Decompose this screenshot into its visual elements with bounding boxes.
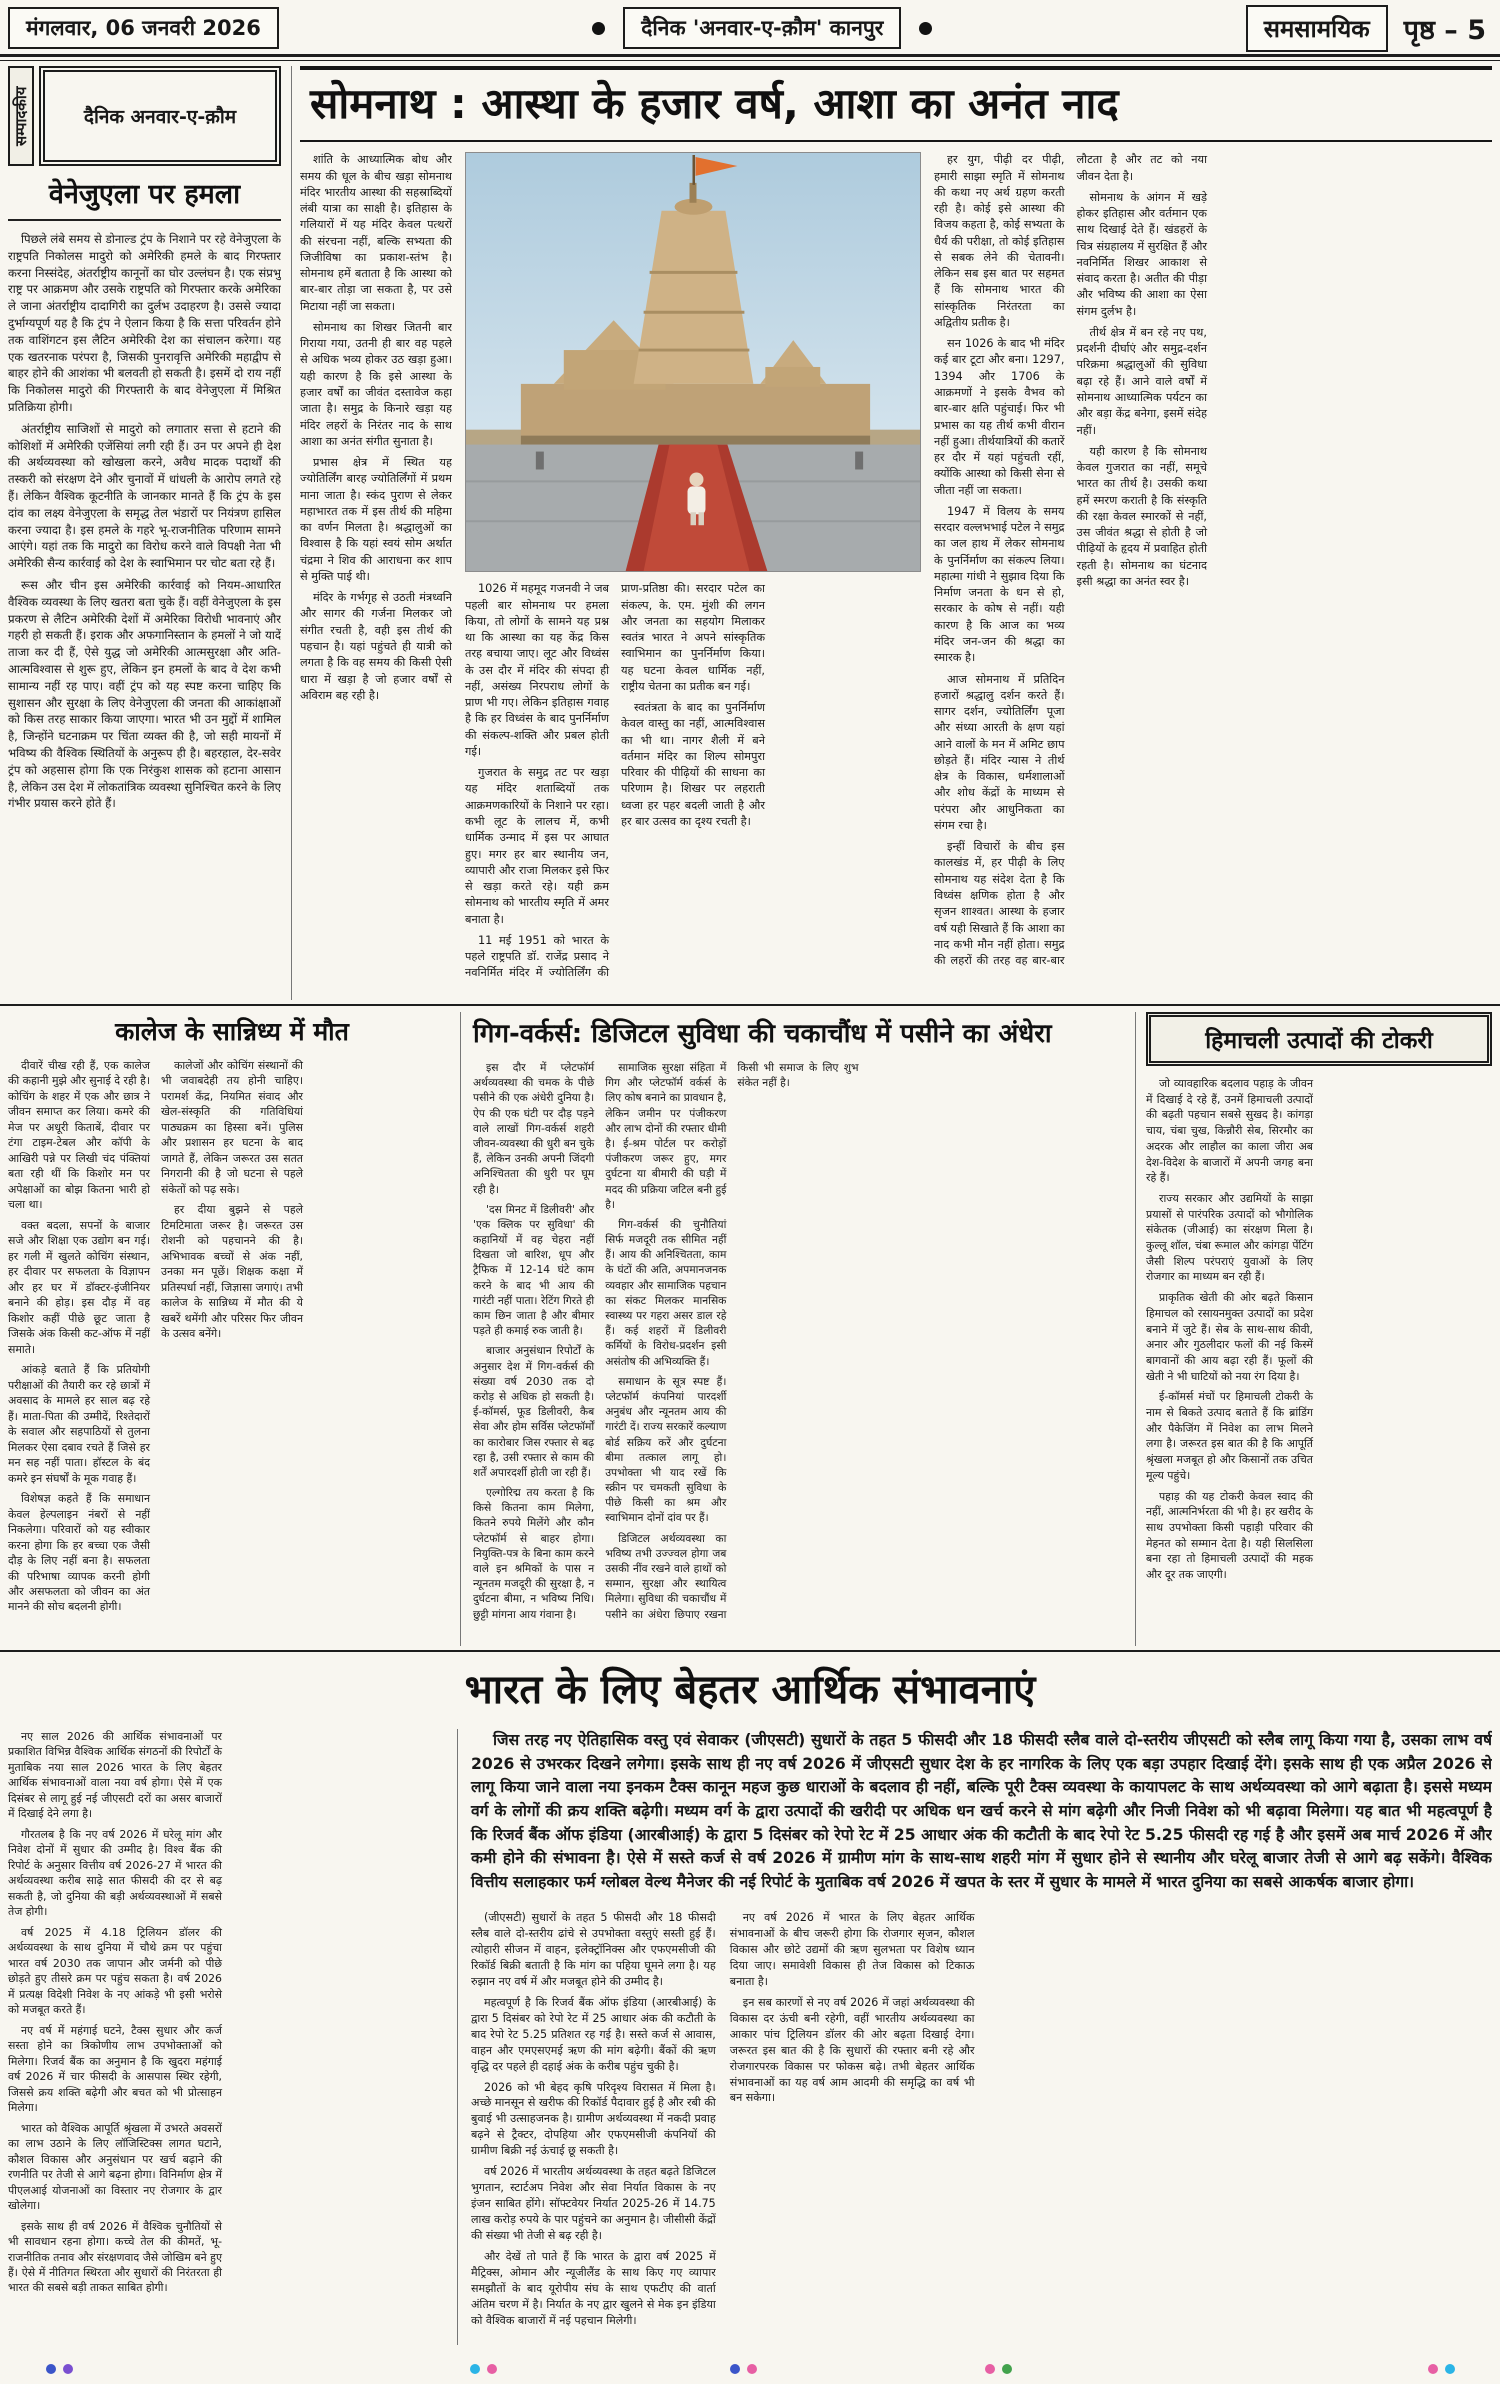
editorial-body [8,231,281,991]
registration-dot-icon [487,2364,497,2374]
registration-dot-group [470,2364,497,2374]
college-article [8,1012,456,1646]
himachal-headline: हिमाचली उत्पादों की टोकरी [1146,1012,1492,1066]
paragraph: वक्त बदला, सपनों के बाजार सजे और शिक्षा एक उद्योग बन गई। हर गली में खुलते कोचिंग संस्थान, हर दीवार पर सफलता के विज्ञापन और हर घर में डॉक्टर-इंजीनियर बनाने की होड़। इस दौड़ में वह किशोर कहीं पीछे छूट जाता है जिसके अंक किसी कट-ऑफ में नहीं समाते। [8,1218,150,1356]
registration-dot-icon [470,2364,480,2374]
date-text: मंगलवार, 06 जनवरी 2026 [26,16,261,40]
paragraph: 1026 में महमूद गजनवी ने जब पहली बार सोमनाथ पर हमला किया, तो लोगों के सामने यह प्रश्न था कि आस्था का यह केंद्र किस तरह बचाया जाए। लूट और विध्वंस के उस दौर में मंदिर की संपदा ही नहीं, असंख्य निरपराध लोगों के प्राण भी गए। लेकिन इतिहास गवाह है कि हर विध्वंस के बाद पुनर्निर्माण की संकल्प-शक्ति और प्रबल होती गई। [465,582,609,758]
himachal-article [1146,1012,1492,1646]
newspaper-masthead [623,7,901,49]
paragraph: सोमनाथ के आंगन में खड़े होकर इतिहास और वर्तमान एक साथ दिखाई देते हैं। खंडहरों के चित्र संग्रहालय में सुरक्षित हैं और नवनिर्मित शिखर आकाश से संवाद करता है। अतीत की पीड़ा और भविष्य की आशा का ऐसा संगम दुर्लभ है। [1076,190,1207,318]
paragraph: (जीएसटी) सुधारों के तहत 5 फीसदी और 18 फीसदी स्लैब वाले दो-स्तरीय ढांचे से उपभोक्ता वस्तुएं सस्ती हुई हैं। त्योहारी सीजन में वाहन, इलेक्ट्रॉनिक्स और एफएमसीजी की रिकॉर्ड बिक्री बताती है कि मांग का पहिया घूमने लगा है। यह रुझान नए वर्ष में और मजबूत होने की उम्मीद है। [471,1910,716,1988]
paragraph: जो व्यावहारिक बदलाव पहाड़ के जीवन में दिखाई दे रहे हैं, उनमें हिमाचली उत्पादों की बढ़ती पहचान सबसे सुखद है। कांगड़ा चाय, चंबा चुख, किन्नौरी सेब, सिरमौर का अदरक और लाहौल का काला जीरा अब देश-विदेश के बाजारों में अपनी जगह बना रहे हैं। [1146,1077,1313,1185]
himachal-body [1146,1076,1492,1636]
paragraph: हर युग, पीढ़ी दर पीढ़ी, हमारी साझा स्मृति में सोमनाथ की कथा नए अर्थ ग्रहण करती रही है। कोई इसे आस्था की विजय कहता है, कोई सभ्यता के धैर्य की परीक्षा, तो कोई इतिहास से सबक लेने की चेतावनी। लेकिन सब इस बात पर सहमत हैं कि सोमनाथ भारत की सांस्कृतिक निरंतरता का अद्वितीय प्रतीक है। [934,153,1065,329]
paragraph: 'दस मिनट में डिलीवरी' और 'एक क्लिक पर सुविधा' की कहानियों में वह चेहरा नहीं दिखता जो बारिश, धूप और ट्रैफिक में 12-14 घंटे काम करने के बाद भी आय की गारंटी नहीं पाता। रेटिंग गिरते ही काम छिन जाता है और बीमार पड़ते ही कमाई रुक जाती है। [473,1202,595,1338]
paragraph: प्रभास क्षेत्र में स्थित यह ज्योतिर्लिंग बारह ज्योतिर्लिंगों में प्रथम माना जाता है। स्कंद पुराण से लेकर महाभारत तक में इस तीर्थ की महिमा का वर्णन मिलता है। श्रद्धालुओं का विश्वास है कि यहां स्वयं सोम अर्थात चंद्रमा ने शिव की आराधना कर शाप से मुक्ति पाई थी। [300,456,452,583]
gig-workers-body [473,1060,1123,1640]
lead-article-headline: सोमनाथ : आस्था के हजार वर्ष, आशा का अनंत नाद [300,66,1492,142]
paragraph: पिछले लंबे समय से डोनाल्ड ट्रंप के निशाने पर रहे वेनेजुएला के राष्ट्रपति निकोलस मादुरो को अमेरिकी हमले के बाद गिरफ्तार करना निस्संदेह, अंतर्राष्ट्रीय कानूनों का घोर उल्लंघन है। एक संप्रभु राष्ट्र पर आक्रमण और उसके राष्ट्रपति को गिरफ्तार करके अमेरिका ले जाना अंतर्राष्ट्रीय दादागिरी का दुर्लभ उदाहरण है। उससे ज्यादा दुर्भाग्यपूर्ण यह है कि ट्रंप ने ऐलान किया है कि सत्ता परिवर्तन होने तक वाशिंगटन इस लैटिन अमेरिकी देश का संचालन करेगा। यह एक खतरनाक परंपरा है, जिसकी पुनरावृत्ति अमेरिकी महाद्वीप से बाहर होने की आशंका भी बलवती हो सकती है। इसमें दो राय नहीं कि निकोलस मादुरो की गिरफ्तारी के बाद वेनेजुएला में मिश्रित प्रतिक्रिया होगी। [8,232,281,414]
header-divider [0,54,1500,61]
date-box [8,7,279,49]
paragraph: सोमनाथ का शिखर जितनी बार गिराया गया, उतनी ही बार वह पहले से अधिक भव्य होकर उठ खड़ा हुआ। यही कारण है कि इसे आस्था के हजार वर्षों का जीवंत दस्तावेज कहा जाता है। समुद्र के किनारे खड़ा यह मंदिर लहरों के निरंतर नाद के साथ आशा का अनंत संगीत सुनाता है। [300,320,452,448]
masthead-text: दैनिक 'अनवार-ए-क़ौम' कानपुर [641,16,884,40]
somnath-temple-photo [465,152,921,572]
college-article-headline: कालेज के सान्निध्य में मौत [115,1017,349,1046]
registration-dot-group [46,2364,73,2374]
economy-right [458,1729,1492,2345]
paragraph: सन 1026 के बाद भी मंदिर कई बार टूटा और बना। 1297, 1394 और 1706 के आक्रमणों ने इसके वैभव को बार-बार क्षति पहुंचाई। फिर भी प्रभास का यह तीर्थ कभी वीरान नहीं हुआ। तीर्थयात्रियों की कतारें हर दौर में यहां पहुंचती रहीं, क्योंकि आस्था को किसी सेना से जीता नहीं जा सकता। [934,337,1065,497]
paragraph: हर दीया बुझने से पहले टिमटिमाता जरूर है। जरूरत उस रोशनी को पहचानने की है। अभिभावक बच्चों से अंक नहीं, उनका मन पूछें। शिक्षक कक्षा में प्रतिस्पर्धा नहीं, जिज्ञासा जगाएं। तभी कालेज के सान्निध्य में मौत की ये खबरें थमेंगी और परिसर फिर जीवन के उत्सव बनेंगे। [161,1203,303,1341]
gig-workers-headline: गिग-वर्कर्स: डिजिटल सुविधा की चकाचौंध में पसीने का अंधेरा [473,1019,1052,1049]
paragraph: एल्गोरिद्म तय करता है कि किसे कितना काम मिलेगा, कितने रुपये मिलेंगे और कौन प्लेटफॉर्म से बाहर होगा। नियुक्ति-पत्र के बिना काम करने वाले इन श्रमिकों के पास न न्यूनतम मजदूरी की सुरक्षा है, न दुर्घटना बीमा, न भविष्य निधि। छुट्टी मांगना आय गंवाना है। [473,1486,595,1621]
editorial-kicker: सम्पादकीय [8,66,34,166]
editorial-masthead: दैनिक अनवार-ए-क़ौम [39,66,281,166]
print-registration-dots [0,2364,1500,2376]
paragraph: बाजार अनुसंधान रिपोर्टों के अनुसार देश में गिग-वर्कर्स की संख्या वर्ष 2030 तक दो करोड़ से अधिक हो सकती है। ई-कॉमर्स, फूड डिलीवरी, कैब सेवा और होम सर्विस प्लेटफॉर्मों का कारोबार जिस रफ्तार से बढ़ रहा है, उसी रफ्तार से काम की शर्तें अपारदर्शी होती जा रही हैं। [473,1344,595,1479]
economy-body-columns [471,1910,1492,2345]
registration-dot-group [730,2364,757,2374]
section-name-box [1246,5,1388,52]
paragraph: वर्ष 2025 में 4.18 ट्रिलियन डॉलर की अर्थव्यवस्था के साथ दुनिया में चौथे क्रम पर पहुंचा भारत वर्ष 2030 तक जापान और जर्मनी को पीछे छोड़ते हुए तीसरे क्रम पर पहुंच सकता है। वर्ष 2026 में प्रत्यक्ष विदेशी निवेश के नए आंकड़े भी इसी भरोसे को मजबूत करते हैं। [8,1925,222,2017]
economy-lede-text: जिस तरह नए ऐतिहासिक वस्तु एवं सेवाकर (जीएसटी) सुधारों के तहत 5 फीसदी और 18 फीसदी स्लैब वाले दो-स्तरीय जीएसटी को स्लैब लागू किया गया है, उसका लाभ वर्ष 2026 से उभरकर दिखने लगेगा। इसके साथ ही नए वर्ष 2026 में जीएसटी सुधार देश के हर नागरिक के लिए एक बड़ा उपहार दिखाई देंगे। इसके साथ ही एक अप्रैल 2026 से लागू किया जाने वाला नया इनकम टैक्स कानून महज कुछ धाराओं के बदलाव ही नहीं, बल्कि पूरी टैक्स व्यवस्था के कायापलट के साथ अर्थव्यवस्था को आगे बढ़ाता है। इससे मध्यम वर्ग के लोगों की क्रय शक्ति बढ़ेगी। मध्यम वर्ग के द्वारा उत्पादों की खरीदी पर अधिक धन खर्च करने से मांग बढ़ेगी और निजी निवेश को भी बढ़ावा मिलेगा। यह बात भी महत्वपूर्ण है कि रिजर्व बैंक ऑफ इंडिया (आरबीआई) के द्वारा 5 दिसंबर को रेपो रेट में 25 आधार अंक की कटौती के बाद रेपो रेट 5.25 फीसदी रह गई है और इसमें अब मार्च 2026 में और कमी होने की संभावना है। ऐसे में सस्ते कर्ज से वर्ष 2026 में ग्रामीण मांग के साथ-साथ शहरी मांग में सुधार होने से स्थानीय और घरेलू बाजार तेजी से आगे बढ़ सकेंगे। वैश्विक वित्तीय सलाहकार फर्म ग्लोबल वेल्थ मैनेजर की नई रिपोर्ट के मुताबिक वर्ष 2026 में खपत के स्तर में सुधार के मामले में भारत दुनिया का सबसे आकर्षक बाजार होगा। [471,1731,1492,1892]
editorial-header [8,66,281,166]
registration-dot-icon [1002,2364,1012,2374]
row-divider [0,1004,1500,1006]
paragraph: नए वर्ष में महंगाई घटने, टैक्स सुधार और कर्ज सस्ता होने का त्रिकोणीय लाभ उपभोक्ताओं को मिलेगा। रिजर्व बैंक का अनुमान है कि खुदरा महंगाई वर्ष 2026 में चार फीसदी के आसपास स्थिर रहेगी, जिससे क्रय शक्ति बढ़ेगी और बचत को भी प्रोत्साहन मिलेगा। [8,2023,222,2115]
paragraph: इसके साथ ही वर्ष 2026 में वैश्विक चुनौतियों से भी सावधान रहना होगा। कच्चे तेल की कीमतें, भू-राजनीतिक तनाव और संरक्षणवाद जैसे जोखिम बने हुए हैं। ऐसे में नीतिगत स्थिरता और सुधारों की निरंतरता ही भारत की सबसे बड़ी ताकत साबित होगी। [8,2219,222,2295]
paragraph: स्वतंत्रता के बाद का पुनर्निर्माण केवल वास्तु का नहीं, आत्मविश्वास का भी था। नागर शैली में बने वर्तमान मंदिर का शिल्प सोमपुरा परिवार की पीढ़ियों की साधना का परिणाम है। शिखर पर लहराती ध्वजा हर पहर बदली जाती है और हर बार उत्सव का दृश्य रचती है। [621,701,765,829]
paragraph: तीर्थ क्षेत्र में बन रहे नए पथ, प्रदर्शनी दीर्घाएं और समुद्र-दर्शन परिक्रमा श्रद्धालुओं की सुविधा बढ़ा रहे हैं। आने वाले वर्षों में सोमनाथ आध्यात्मिक पर्यटन का और बड़ा केंद्र बनेगा, इसमें संदेह नहीं। [1076,325,1207,437]
lead-article-right-columns [934,152,1492,992]
lead-article-middle [465,152,921,992]
registration-dot-icon [1428,2364,1438,2374]
registration-dot-icon [747,2364,757,2374]
lead-article [300,66,1492,1000]
paragraph: गिग-वर्कर्स की चुनौतियां सिर्फ मजदूरी तक सीमित नहीं हैं। आय की अनिश्चितता, काम के घंटों की अति, अपमानजनक व्यवहार और सामाजिक पहचान का संकट मिलकर मानसिक स्वास्थ्य पर गहरा असर डाल रहे हैं। कई शहरों में डिलीवरी कर्मियों के विरोध-प्रदर्शन इसी असंतोष की अभिव्यक्ति हैं। [605,1217,727,1368]
paragraph: ई-कॉमर्स मंचों पर हिमाचली टोकरी के नाम से बिकते उत्पाद बताते हैं कि ब्रांडिंग और पैकेजिंग में निवेश का लाभ मिलने लगा है। जरूरत इस बात की है कि आपूर्ति श्रृंखला मजबूत हो और किसानों तक उचित मूल्य पहुंचे। [1146,1390,1313,1482]
editorial-headline: वेनेजुएला पर हमला [8,174,281,221]
paragraph: इन्हीं विचारों के बीच इस कालखंड में, हर पीढ़ी के लिए सोमनाथ यह संदेश देता है कि विध्वंस क्षणिक होता है और सृजन शाश्वत। आस्था के हजार वर्ष यही सिखाते हैं कि आशा का नाद कभी मौन नहीं होता। समुद्र की लहरों की तरह वह बार-बार लौटता है और तट को नया जीवन देता है। [934,153,1207,968]
economy-content [8,1729,1492,2345]
registration-dot-group [985,2364,1012,2374]
paragraph: आज सोमनाथ में प्रतिदिन हजारों श्रद्धालु दर्शन करते हैं। सागर दर्शन, ज्योतिर्लिंग पूजा और संध्या आरती के क्षण यहां आने वालों के मन में अमिट छाप छोड़ते हैं। मंदिर न्यास ने तीर्थ क्षेत्र के विकास, धर्मशालाओं और शोध केंद्रों के माध्यम से परंपरा और आधुनिकता का संगम रचा है। [934,672,1065,832]
economy-lede [471,1729,1492,1900]
paragraph: पहाड़ की यह टोकरी केवल स्वाद की नहीं, आत्मनिर्भरता की भी है। हर खरीद के साथ उपभोक्ता किसी पहाड़ी परिवार की मेहनत को सम्मान देता है। यही सिलसिला बना रहा तो हिमाचली उत्पादों की महक और दूर तक जाएगी। [1146,1489,1313,1582]
registration-dot-icon [46,2364,56,2374]
paragraph: दीवारें चीख रही हैं, एक कालेज की कहानी मुझे और सुनाई दे रही है। कोचिंग के शहर में एक और छात्र ने जीवन समाप्त कर लिया। कमरे की मेज पर अधूरी किताबें, दीवार पर टंगा टाइम-टेबल और कॉपी के आखिरी पन्ने पर लिखी चंद पंक्तियां बता रही थीं कि किशोर मन पर अपेक्षाओं का बोझ कितना भारी हो चला था। [8,1059,150,1212]
paragraph: विशेषज्ञ कहते हैं कि समाधान केवल हेल्पलाइन नंबरों से नहीं निकलेगा। परिवारों को यह स्वीकार करना होगा कि हर बच्चा एक जैसी दौड़ के लिए नहीं बना है। सफलता की परिभाषा व्यापक करनी होगी और असफलता को जीवन का अंत मानने की सोच बदलनी होगी। [8,1492,150,1614]
registration-dot-group [1428,2364,1455,2374]
page-number: पृष्ठ – 5 [1403,14,1486,46]
paragraph: आंकड़े बताते हैं कि प्रतियोगी परीक्षाओं की तैयारी कर रहे छात्रों में अवसाद के मामले हर साल बढ़ रहे हैं। माता-पिता की उम्मीदें, रिश्तेदारों के सवाल और सहपाठियों से तुलना मिलकर ऐसा दबाव रचते हैं जिसे हर मन सह नहीं पाता। हॉस्टल के बंद कमरे इन संघर्षों के मूक गवाह हैं। [8,1363,150,1485]
paragraph: अंतर्राष्ट्रीय साजिशों से मादुरो को लगातार सत्ता से हटाने की कोशिशों में अमेरिकी एजेंसियां लगी रही हैं। उन पर अपने ही देश की अर्थव्यवस्था को खोखला करने, अवैध मादक पदार्थों की तस्करी को संरक्षण देने और चुनावों में धांधली के आरोप लगते रहे हैं। लेकिन वैश्विक कूटनीति के जानकार मानते हैं कि ट्रंप के इस दांव का लक्ष्य वेनेजुएला के समृद्ध तेल भंडारों पर नियंत्रण हासिल करना ज्यादा है। इस हमले के गहरे भू-राजनीतिक परिणाम सामने आएंगे। यहां तक कि मादुरो का विरोध करने वाले विपक्षी नेता भी अमेरिकी सैन्य कार्रवाई को देश के स्वाभिमान पर चोट बता रहे हैं। [8,421,281,571]
paragraph: रूस और चीन इस अमेरिकी कार्रवाई को नियम-आधारित वैश्विक व्यवस्था के लिए खतरा बता चुके हैं। वहीं वेनेजुएला के इस प्रकरण से लैटिन अमेरिकी देशों में अमेरिका विरोधी भावनाएं और गहरी हो सकती हैं। इराक और अफगानिस्तान के हमलों ने जो यादें ताजा कर दी हैं, ऐसे युद्ध जो अमेरिकी आत्मसुरक्षा और अति-आत्मविश्वास से शुरू हुए, लेकिन इन हमलों के बाद वे देश कभी सामान्य नहीं रह पाए। वहीं ट्रंप को यह स्पष्ट करना चाहिए कि सुशासन और सुरक्षा के लिए वेनेजुएला की जनता की आकांक्षाओं को किस तरह साकार किया जाएगा। भारत भी उन मुद्दों में शामिल है, जिन्होंने घटनाक्रम पर चिंता व्यक्त की है, जो सही मायनों में भविष्य की वैश्विक स्थितियों के अनुरूप ही है। बहरहाल, देर-सवेर ट्रंप को अहसास होगा कि एक निरंकुश शासक को हटाना आसान है, लेकिन उस देश में लोकतांत्रिक व्यवस्था सुनिश्चित करने के लिए गंभीर प्रयास करने होते हैं। [8,577,281,811]
paragraph: इन सब कारणों से नए वर्ष 2026 में जहां अर्थव्यवस्था की विकास दर ऊंची बनी रहेगी, वहीं भारतीय अर्थव्यवस्था का आकार पांच ट्रिलियन डॉलर की ओर बढ़ता दिखाई देगा। जरूरत इस बात की है कि सुधारों की रफ्तार बनी रहे और रोजगारपरक विकास पर फोकस बढ़े। तभी बेहतर आर्थिक संभावनाओं का यह वर्ष आम आदमी की समृद्धि का वर्ष भी बन सकेगा। [729,1995,975,2105]
paragraph: राज्य सरकार और उद्यमियों के साझा प्रयासों से पारंपरिक उत्पादों को भौगोलिक संकेतक (जीआई) का संरक्षण मिला है। कुल्लू शॉल, चंबा रूमाल और कांगड़ा पेंटिंग जैसी शिल्प परंपराएं युवाओं के लिए रोजगार का माध्यम बन रही हैं। [1146,1191,1313,1284]
paragraph: मंदिर के गर्भगृह से उठती मंत्रध्वनि और सागर की गर्जना मिलकर जो संगीत रचती है, वही इस तीर्थ की पहचान है। यहां पहुंचते ही यात्री को लगता है कि वह समय की किसी ऐसी धारा में खड़ा है जो हजार वर्षों से अविराम बह रही है। [300,591,452,702]
lead-article-below-photo-text [465,581,921,992]
masthead-group [289,7,1236,49]
registration-dot-icon [730,2364,740,2374]
paragraph: 1947 में विलय के समय सरदार वल्लभभाई पटेल ने समुद्र का जल हाथ में लेकर सोमनाथ के पुनर्निर्माण का संकल्प लिया। महात्मा गांधी ने सुझाव दिया कि निर्माण जनता के धन से हो, सरकार के कोष से नहीं। यही कारण है कि आज का भव्य मंदिर जन-जन की श्रद्धा का स्मारक है। [934,504,1065,665]
paragraph: 11 मई 1951 को भारत के पहले राष्ट्रपति डॉ. राजेंद्र प्रसाद ने नवनिर्मित मंदिर में ज्योतिर्लिंग की प्राण-प्रतिष्ठा की। सरदार पटेल का संकल्प, के. एम. मुंशी की लगन और जनता का सहयोग मिलाकर स्वतंत्र भारत ने अपने सांस्कृतिक स्वाभिमान का पुनर्निर्माण किया। यह घटना केवल धार्मिक नहीं, राष्ट्रीय चेतना का प्रतीक बन गई। [465,582,765,980]
registration-dot-icon [1445,2364,1455,2374]
registration-dot-icon [63,2364,73,2374]
paragraph: वर्ष 2026 में भारतीय अर्थव्यवस्था के तहत बढ़ते डिजिटल भुगतान, स्टार्टअप निवेश और सेवा निर्यात विकास के नए इंजन साबित होंगे। सॉफ्टवेयर निर्यात 2025-26 में 14.75 लाख करोड़ रुपये के पार पहुंचने का अनुमान है। जीसीसी केंद्रों की संख्या भी तेजी से बढ़ रही है। [471,2165,716,2243]
separator-dot-icon [919,22,932,35]
paragraph: और देखें तो पाते हैं कि भारत के द्वारा वर्ष 2025 में मैट्रिक्स, ओमान और न्यूजीलैंड के साथ किए गए व्यापार समझौतों के बाद यूरोपीय संघ के साथ एफटीए की वार्ता अंतिम चरण में है। निर्यात के नए द्वार खुलने से मेक इन इंडिया को वैश्विक बाजारों में नई पहचान मिलेगी। [471,2250,716,2328]
paragraph: नए वर्ष 2026 में भारत के लिए बेहतर आर्थिक संभावनाओं के बीच जरूरी होगा कि रोजगार सृजन, कौशल विकास और छोटे उद्यमों की ऋण सुलभता पर विशेष ध्यान दिया जाए। समावेशी विकास ही तेज विकास को टिकाऊ बनाता है। [729,1910,975,1988]
paragraph: गौरतलब है कि नए वर्ष 2026 में घरेलू मांग और निवेश दोनों में सुधार की उम्मीद है। विश्व बैंक की रिपोर्ट के अनुसार वित्तीय वर्ष 2026-27 में भारत की अर्थव्यवस्था करीब साढ़े सात फीसदी की दर से बढ़ सकती है, जो दुनिया की बड़ी अर्थव्यवस्थाओं में सबसे तेज होगी। [8,1827,222,1919]
page-header [8,6,1492,50]
paragraph: इस दौर में प्लेटफॉर्म अर्थव्यवस्था की चमक के पीछे पसीने की एक अंधेरी दुनिया है। ऐप की एक घंटी पर दौड़ पड़ने वाले लाखों गिग-वर्कर्स शहरी जीवन-व्यवस्था की धुरी बन चुके हैं, लेकिन उनकी अपनी जिंदगी अनिश्चितता की धुरी पर घूम रही है। [473,1061,595,1196]
paragraph: गुजरात के समुद्र तट पर खड़ा यह मंदिर शताब्दियों तक आक्रमणकारियों के निशाने पर रहा। कभी लूट के लालच में, कभी धार्मिक उन्माद में इस पर आघात हुए। मगर हर बार स्थानीय जन, व्यापारी और राजा मिलकर इसे फिर से खड़ा करते रहे। यही क्रम सोमनाथ को भारतीय स्मृति में अमर बनाता है। [465,766,609,926]
paragraph: यही कारण है कि सोमनाथ केवल गुजरात का नहीं, समूचे भारत का तीर्थ है। उसकी कथा हमें स्मरण कराती है कि संस्कृति की रक्षा केवल स्मारकों से नहीं, उस जीवंत श्रद्धा से होती है जो पीढ़ियों के हृदय में प्रवाहित होती रहती है। सोमनाथ का घंटनाद इसी श्रद्धा का अनंत स्वर है। [1076,444,1207,588]
college-article-body [8,1058,456,1644]
paragraph: महत्वपूर्ण है कि रिजर्व बैंक ऑफ इंडिया (आरबीआई) के द्वारा 5 दिसंबर को रेपो रेट में 25 आधार अंक की कटौती के बाद रेपो रेट 5.25 प्रतिशत रह गई है। सस्ते कर्ज से आवास, वाहन और एमएसएमई ऋण की मांग बढ़ेगी। बैंकों की ऋण वृद्धि दर पहले ही दहाई अंक के करीब पहुंच चुकी है। [471,1995,716,2073]
registration-dot-icon [985,2364,995,2374]
lead-article-body [300,142,1492,992]
separator-dot-icon [592,22,605,35]
section-name-text: समसामयिक [1263,14,1370,43]
economy-left-columns [8,1729,458,2345]
economy-article [8,1658,1492,2352]
paragraph: 2026 को भी बेहद कृषि परिदृश्य विरासत में मिला है। अच्छे मानसून से खरीफ की रिकॉर्ड पैदावार हुई है और रबी की बुवाई भी उत्साहजनक है। ग्रामीण अर्थव्यवस्था में नकदी प्रवाह बढ़ने से ट्रैक्टर, दोपहिया और एफएमसीजी कंपनियों की ग्रामीण बिक्री नई ऊंचाई छू सकती है। [471,2080,716,2158]
paragraph: प्राकृतिक खेती की ओर बढ़ते किसान हिमाचल को रसायनमुक्त उत्पादों का प्रदेश बनाने में जुटे हैं। सेब के साथ-साथ कीवी, अनार और गुठलीदार फलों की नई किस्में बागवानों की आय बढ़ा रही हैं। फूलों की खेती ने भी घाटियों को नया रंग दिया है। [1146,1291,1313,1383]
paragraph: भारत को वैश्विक आपूर्ति श्रृंखला में उभरते अवसरों का लाभ उठाने के लिए लॉजिस्टिक्स लागत घटाने, कौशल विकास और अनुसंधान पर खर्च बढ़ाने की रणनीति पर तेजी से आगे बढ़ना होगा। विनिर्माण क्षेत्र में पीएलआई योजनाओं का विस्तार नए रोजगार के द्वार खोलेगा। [8,2121,222,2213]
paragraph: समाधान के सूत्र स्पष्ट हैं। प्लेटफॉर्म कंपनियां पारदर्शी अनुबंध और न्यूनतम आय की गारंटी दें। राज्य सरकारें कल्याण बोर्ड सक्रिय करें और दुर्घटना बीमा तत्काल लागू हो। उपभोक्ता भी याद रखें कि स्क्रीन पर चमकती सुविधा के पीछे किसी का श्रम और स्वाभिमान दोनों दांव पर हैं। [605,1374,727,1525]
gig-workers-article [460,1012,1136,1646]
economy-headline: भारत के लिए बेहतर आर्थिक संभावनाएं [464,1667,1036,1713]
paragraph: सामाजिक सुरक्षा संहिता में गिग और प्लेटफॉर्म वर्कर्स के लिए कोष बनाने का प्रावधान है, लेकिन जमीन पर पंजीकरण और लाभ दोनों की रफ्तार धीमी है। ई-श्रम पोर्टल पर करोड़ों पंजीकरण जरूर हुए, मगर दुर्घटना या बीमारी की घड़ी में मदद की प्रक्रिया जटिल बनी हुई है। [605,1061,727,1211]
editorial-section [8,66,292,1000]
paragraph: डिजिटल अर्थव्यवस्था का भविष्य तभी उज्ज्वल होगा जब उसकी नींव रखने वाले हाथों को सम्मान, सुरक्षा और स्थायित्व मिलेगा। सुविधा की चकाचौंध में पसीने का अंधेरा छिपाए रखना किसी भी समाज के लिए शुभ संकेत नहीं है। [605,1061,859,1621]
lead-article-left-column [300,152,452,992]
paragraph: नए साल 2026 की आर्थिक संभावनाओं पर प्रकाशित विभिन्न वैश्विक आर्थिक संगठनों की रिपोर्टों के मुताबिक नया साल 2026 भारत के लिए बेहतर आर्थिक संभावनाओं वाला नया वर्ष होगा। ऐसे में एक दिसंबर से लागू हुई नई जीएसटी दरों का असर बाजारों में दिखाई देने लगा है। [8,1730,222,1821]
paragraph: कालेजों और कोचिंग संस्थानों की भी जवाबदेही तय होनी चाहिए। परामर्श केंद्र, नियमित संवाद और खेल-संस्कृति की गतिविधियां पाठ्यक्रम का हिस्सा बनें। पुलिस और प्रशासन हर घटना के बाद जागते हैं, लेकिन जरूरत उस सतत निगरानी की है जो घटना से पहले संकेतों को पढ़ सके। [161,1059,303,1196]
paragraph: शांति के आध्यात्मिक बोध और समय की धूल के बीच खड़ा सोमनाथ मंदिर भारतीय आस्था की सहस्राब्दियों लंबी यात्रा का साक्षी है। इतिहास के गलियारों में यह मंदिर केवल पत्थरों की संरचना नहीं, बल्कि सभ्यता की जिजीविषा का प्रकाश-स्तंभ है। सोमनाथ हमें बताता है कि आस्था को बार-बार तोड़ा जा सकता है, पर उसे मिटाया नहीं जा सकता। [300,153,452,313]
row-divider [0,1650,1500,1652]
